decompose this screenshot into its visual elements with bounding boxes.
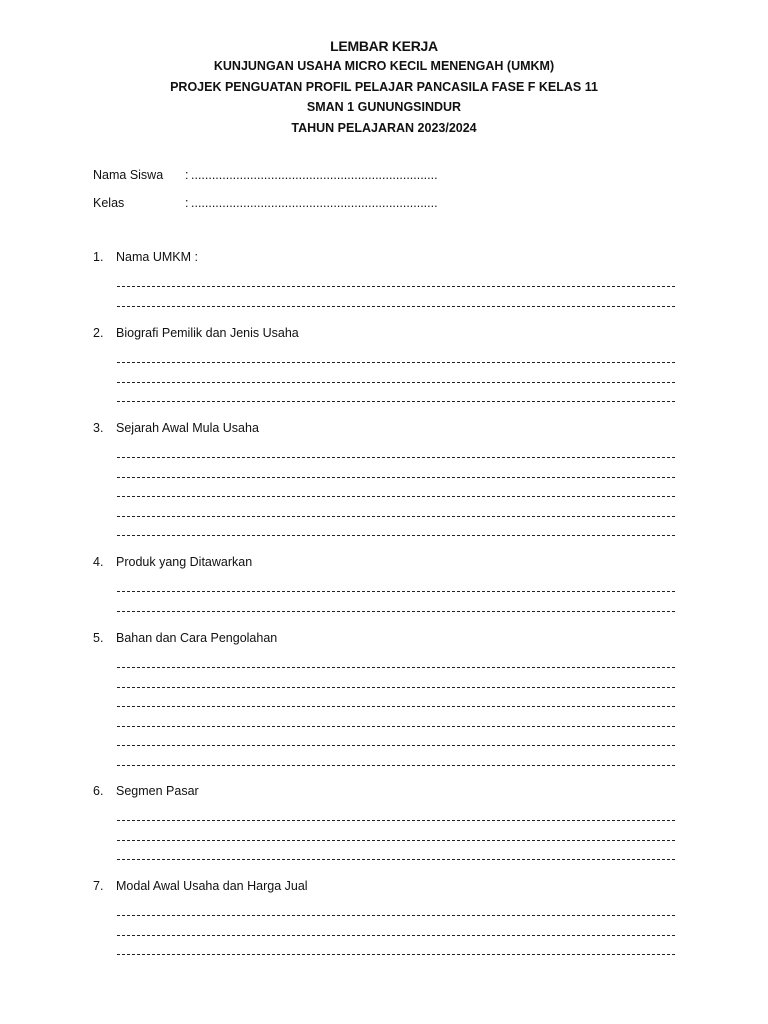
question-6	[93, 782, 199, 800]
question-number: 3.	[93, 421, 104, 435]
answer-line[interactable]	[117, 535, 675, 536]
question-text: Bahan dan Cara Pengolahan	[116, 631, 278, 645]
answer-line[interactable]	[117, 745, 675, 746]
answer-line[interactable]	[117, 401, 675, 402]
header-line-school: SMAN 1 GUNUNGSINDUR	[306, 100, 462, 114]
question-text: Produk yang Ditawarkan	[116, 555, 253, 569]
question-3	[93, 419, 259, 437]
question-5	[93, 629, 277, 647]
answer-line[interactable]	[117, 611, 675, 612]
answer-line[interactable]	[117, 382, 675, 383]
worksheet-title: LEMBAR KERJA	[330, 38, 438, 54]
field-student-name[interactable]	[93, 166, 438, 184]
worksheet-header	[0, 36, 768, 138]
question-text: Biografi Pemilik dan Jenis Usaha	[116, 326, 299, 340]
answer-line[interactable]	[117, 820, 675, 821]
answer-line[interactable]	[117, 840, 675, 841]
question-4	[93, 553, 252, 571]
answer-line[interactable]	[117, 516, 675, 517]
question-number: 1.	[93, 250, 104, 264]
question-1	[93, 248, 198, 266]
question-2	[93, 324, 299, 342]
question-number: 2.	[93, 326, 104, 340]
answer-line[interactable]	[117, 591, 675, 592]
answer-line[interactable]	[117, 687, 675, 688]
answer-line[interactable]	[117, 286, 675, 287]
answer-line[interactable]	[117, 457, 675, 458]
field-label: Nama Siswa	[93, 168, 164, 182]
question-number: 6.	[93, 784, 104, 798]
field-value-dots[interactable]: .......................................................................	[191, 196, 438, 210]
answer-line[interactable]	[117, 915, 675, 916]
question-text: Segmen Pasar	[116, 784, 199, 798]
field-separator: :	[185, 168, 189, 182]
field-value-dots[interactable]: .......................................................................	[191, 168, 438, 182]
answer-line[interactable]	[117, 765, 675, 766]
field-label: Kelas	[93, 196, 125, 210]
question-text: Nama UMKM :	[116, 250, 198, 264]
field-class[interactable]	[93, 194, 438, 212]
question-text: Sejarah Awal Mula Usaha	[116, 421, 259, 435]
answer-line[interactable]	[117, 954, 675, 955]
answer-line[interactable]	[117, 477, 675, 478]
header-line-year: TAHUN PELAJARAN 2023/2024	[291, 120, 477, 135]
question-number: 4.	[93, 555, 104, 569]
answer-line[interactable]	[117, 306, 675, 307]
question-number: 7.	[93, 879, 104, 893]
answer-line[interactable]	[117, 706, 675, 707]
answer-line[interactable]	[117, 859, 675, 860]
field-separator: :	[185, 196, 189, 210]
answer-line[interactable]	[117, 496, 675, 497]
question-text: Modal Awal Usaha dan Harga Jual	[116, 879, 308, 893]
answer-line[interactable]	[117, 362, 675, 363]
answer-line[interactable]	[117, 726, 675, 727]
header-line-activity: KUNJUNGAN USAHA MICRO KECIL MENENGAH (UMKM)	[213, 59, 555, 73]
header-line-project: PROJEK PENGUATAN PROFIL PELAJAR PANCASILA FASE F KELAS 11	[170, 79, 598, 94]
question-number: 5.	[93, 631, 104, 645]
question-7	[93, 877, 308, 895]
answer-line[interactable]	[117, 667, 675, 668]
answer-line[interactable]	[117, 935, 675, 936]
